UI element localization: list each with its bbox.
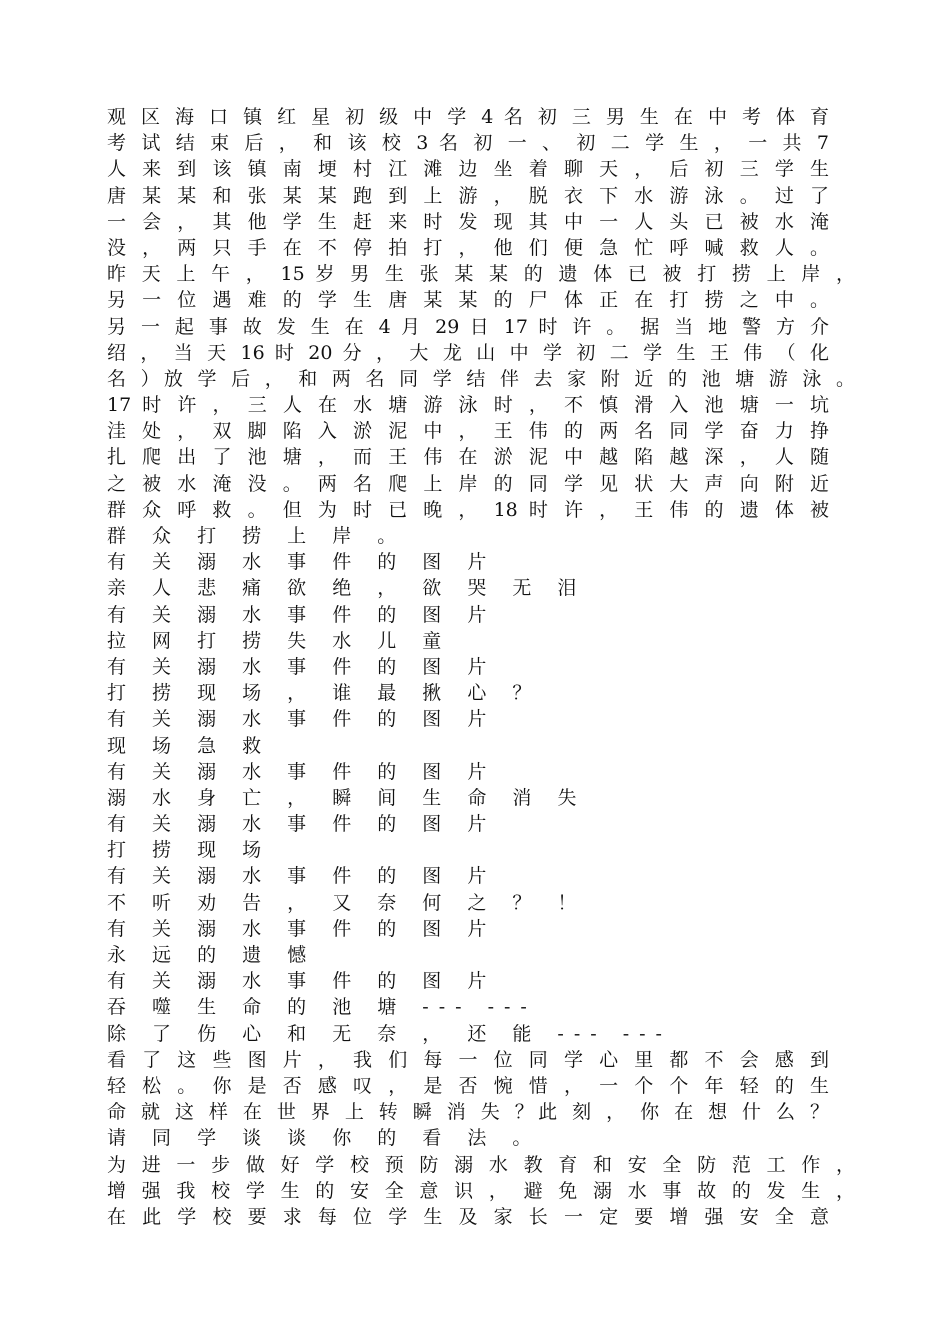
text-line: 在 此 学 校 要 求 每 位 学 生 及 家 长 一 定 要 增 强 安 全 意 [107,1205,829,1228]
text-line: 打 捞 现 场 ， 谁 最 揪 心 ？ [107,682,542,705]
text-line: 除 了 伤 心 和 无 奈 ， 还 能 --- --- [107,1022,672,1045]
text-line: 有 关 溺 水 事 件 的 图 片 [107,917,497,940]
text-line: 看 了 这 些 图 片 ， 我 们 每 一 位 同 学 心 里 都 不 会 感 到 [107,1048,829,1071]
text-line: 轻 松 。 你 是 否 感 叹 ， 是 否 惋 惜 ， 一 个 个 年 轻 的 生 [107,1074,829,1097]
text-line: 没 ， 两 只 手 在 不 停 拍 打 ， 他 们 便 急 忙 呼 喊 救 人 。 [107,236,829,259]
text-line: 打 捞 现 场 [107,839,272,862]
text-line: 名 ）放 学 后 ， 和 两 名 同 学 结 伴 去 家 附 近 的 池 塘 游 泳 。 [107,367,855,390]
text-line: 考 试 结 束 后 ， 和 该 校 3 名 初 一 、 初 二 学 生 ， 一 共 7 [107,132,829,155]
text-line: 17 时 许 ， 三 人 在 水 塘 游 泳 时 ， 不 慎 滑 入 池 塘 一 坑 [107,394,829,417]
text-line: 群 众 呼 救 。 但 为 时 已 晚 ， 18 时 许 ， 王 伟 的 遗 体 被 [107,498,829,521]
body-text [107,104,867,1230]
text-line: 绍 ， 当 天 16 时 20 分 ， 大 龙 山 中 学 初 二 学 生 王 伟 （ 化 [107,341,829,364]
text-line: 昨 天 上 午 ， 15 岁 男 生 张 某 某 的 遗 体 已 被 打 捞 上 岸 ， [107,263,855,286]
text-line: 一 会 ， 其 他 学 生 赶 来 时 发 现 其 中 一 人 头 已 被 水 淹 [107,210,829,233]
text-line: 不 听 劝 告 ， 又 奈 何 之 ？ ！ [107,891,587,914]
text-line: 另 一 位 遇 难 的 学 生 唐 某 某 的 尸 体 正 在 打 捞 之 中 。 [107,289,829,312]
text-line: 有 关 溺 水 事 件 的 图 片 [107,813,497,836]
text-line: 吞 噬 生 命 的 池 塘 --- --- [107,996,537,1019]
text-line: 唐 某 某 和 张 某 某 跑 到 上 游 ， 脱 衣 下 水 游 泳 。 过 了 [107,184,829,207]
text-line: 为 进 一 步 做 好 学 校 预 防 溺 水 教 育 和 安 全 防 范 工 作 ， [107,1153,855,1176]
text-line: 有 关 溺 水 事 件 的 图 片 [107,655,497,678]
text-line: 有 关 溺 水 事 件 的 图 片 [107,970,497,993]
text-line: 有 关 溺 水 事 件 的 图 片 [107,708,497,731]
text-line: 群 众 打 捞 上 岸 。 [107,525,407,547]
text-line: 永 远 的 遗 憾 [107,944,317,966]
text-line: 请 同 学 谈 谈 你 的 看 法 。 [107,1127,542,1150]
text-line: 命 就 这 样 在 世 界 上 转 瞬 消 失 ？此 刻 ， 你 在 想 什 么 ？ [107,1101,829,1124]
text-line: 有 关 溺 水 事 件 的 图 片 [107,865,497,888]
text-line: 亲 人 悲 痛 欲 绝 ， 欲 哭 无 泪 [107,577,587,600]
text-line: 有 关 溺 水 事 件 的 图 片 [107,551,497,574]
text-line: 拉 网 打 捞 失 水 儿 童 [107,629,452,652]
text-line: 人 来 到 该 镇 南 埂 村 江 滩 边 坐 着 聊 天 ， 后 初 三 学 生 [107,158,829,181]
text-line: 洼 处 ， 双 脚 陷 入 淤 泥 中 ， 王 伟 的 两 名 同 学 奋 力 挣 [107,420,829,443]
text-line: 另 一 起 事 故 发 生 在 4 月 29 日 17 时 许 。 据 当 地 警 方 介 [107,315,829,338]
text-line: 溺 水 身 亡 ， 瞬 间 生 命 消 失 [107,786,587,809]
text-line: 扎 爬 出 了 池 塘 ， 而 王 伟 在 淤 泥 中 越 陷 越 深 ， 人 随 [107,446,829,469]
text-line: 增 强 我 校 学 生 的 安 全 意 识 ， 避 免 溺 水 事 故 的 发 生 ， [107,1179,855,1202]
text-line: 之 被 水 淹 没 。 两 名 爬 上 岸 的 同 学 见 状 大 声 向 附 近 [107,472,829,495]
text-line: 有 关 溺 水 事 件 的 图 片 [107,603,497,626]
text-line: 观 区 海 口 镇 红 星 初 级 中 学 4 名 初 三 男 生 在 中 考 体 育 [107,106,829,128]
text-line: 有 关 溺 水 事 件 的 图 片 [107,760,497,783]
text-line: 现 场 急 救 [107,734,272,757]
